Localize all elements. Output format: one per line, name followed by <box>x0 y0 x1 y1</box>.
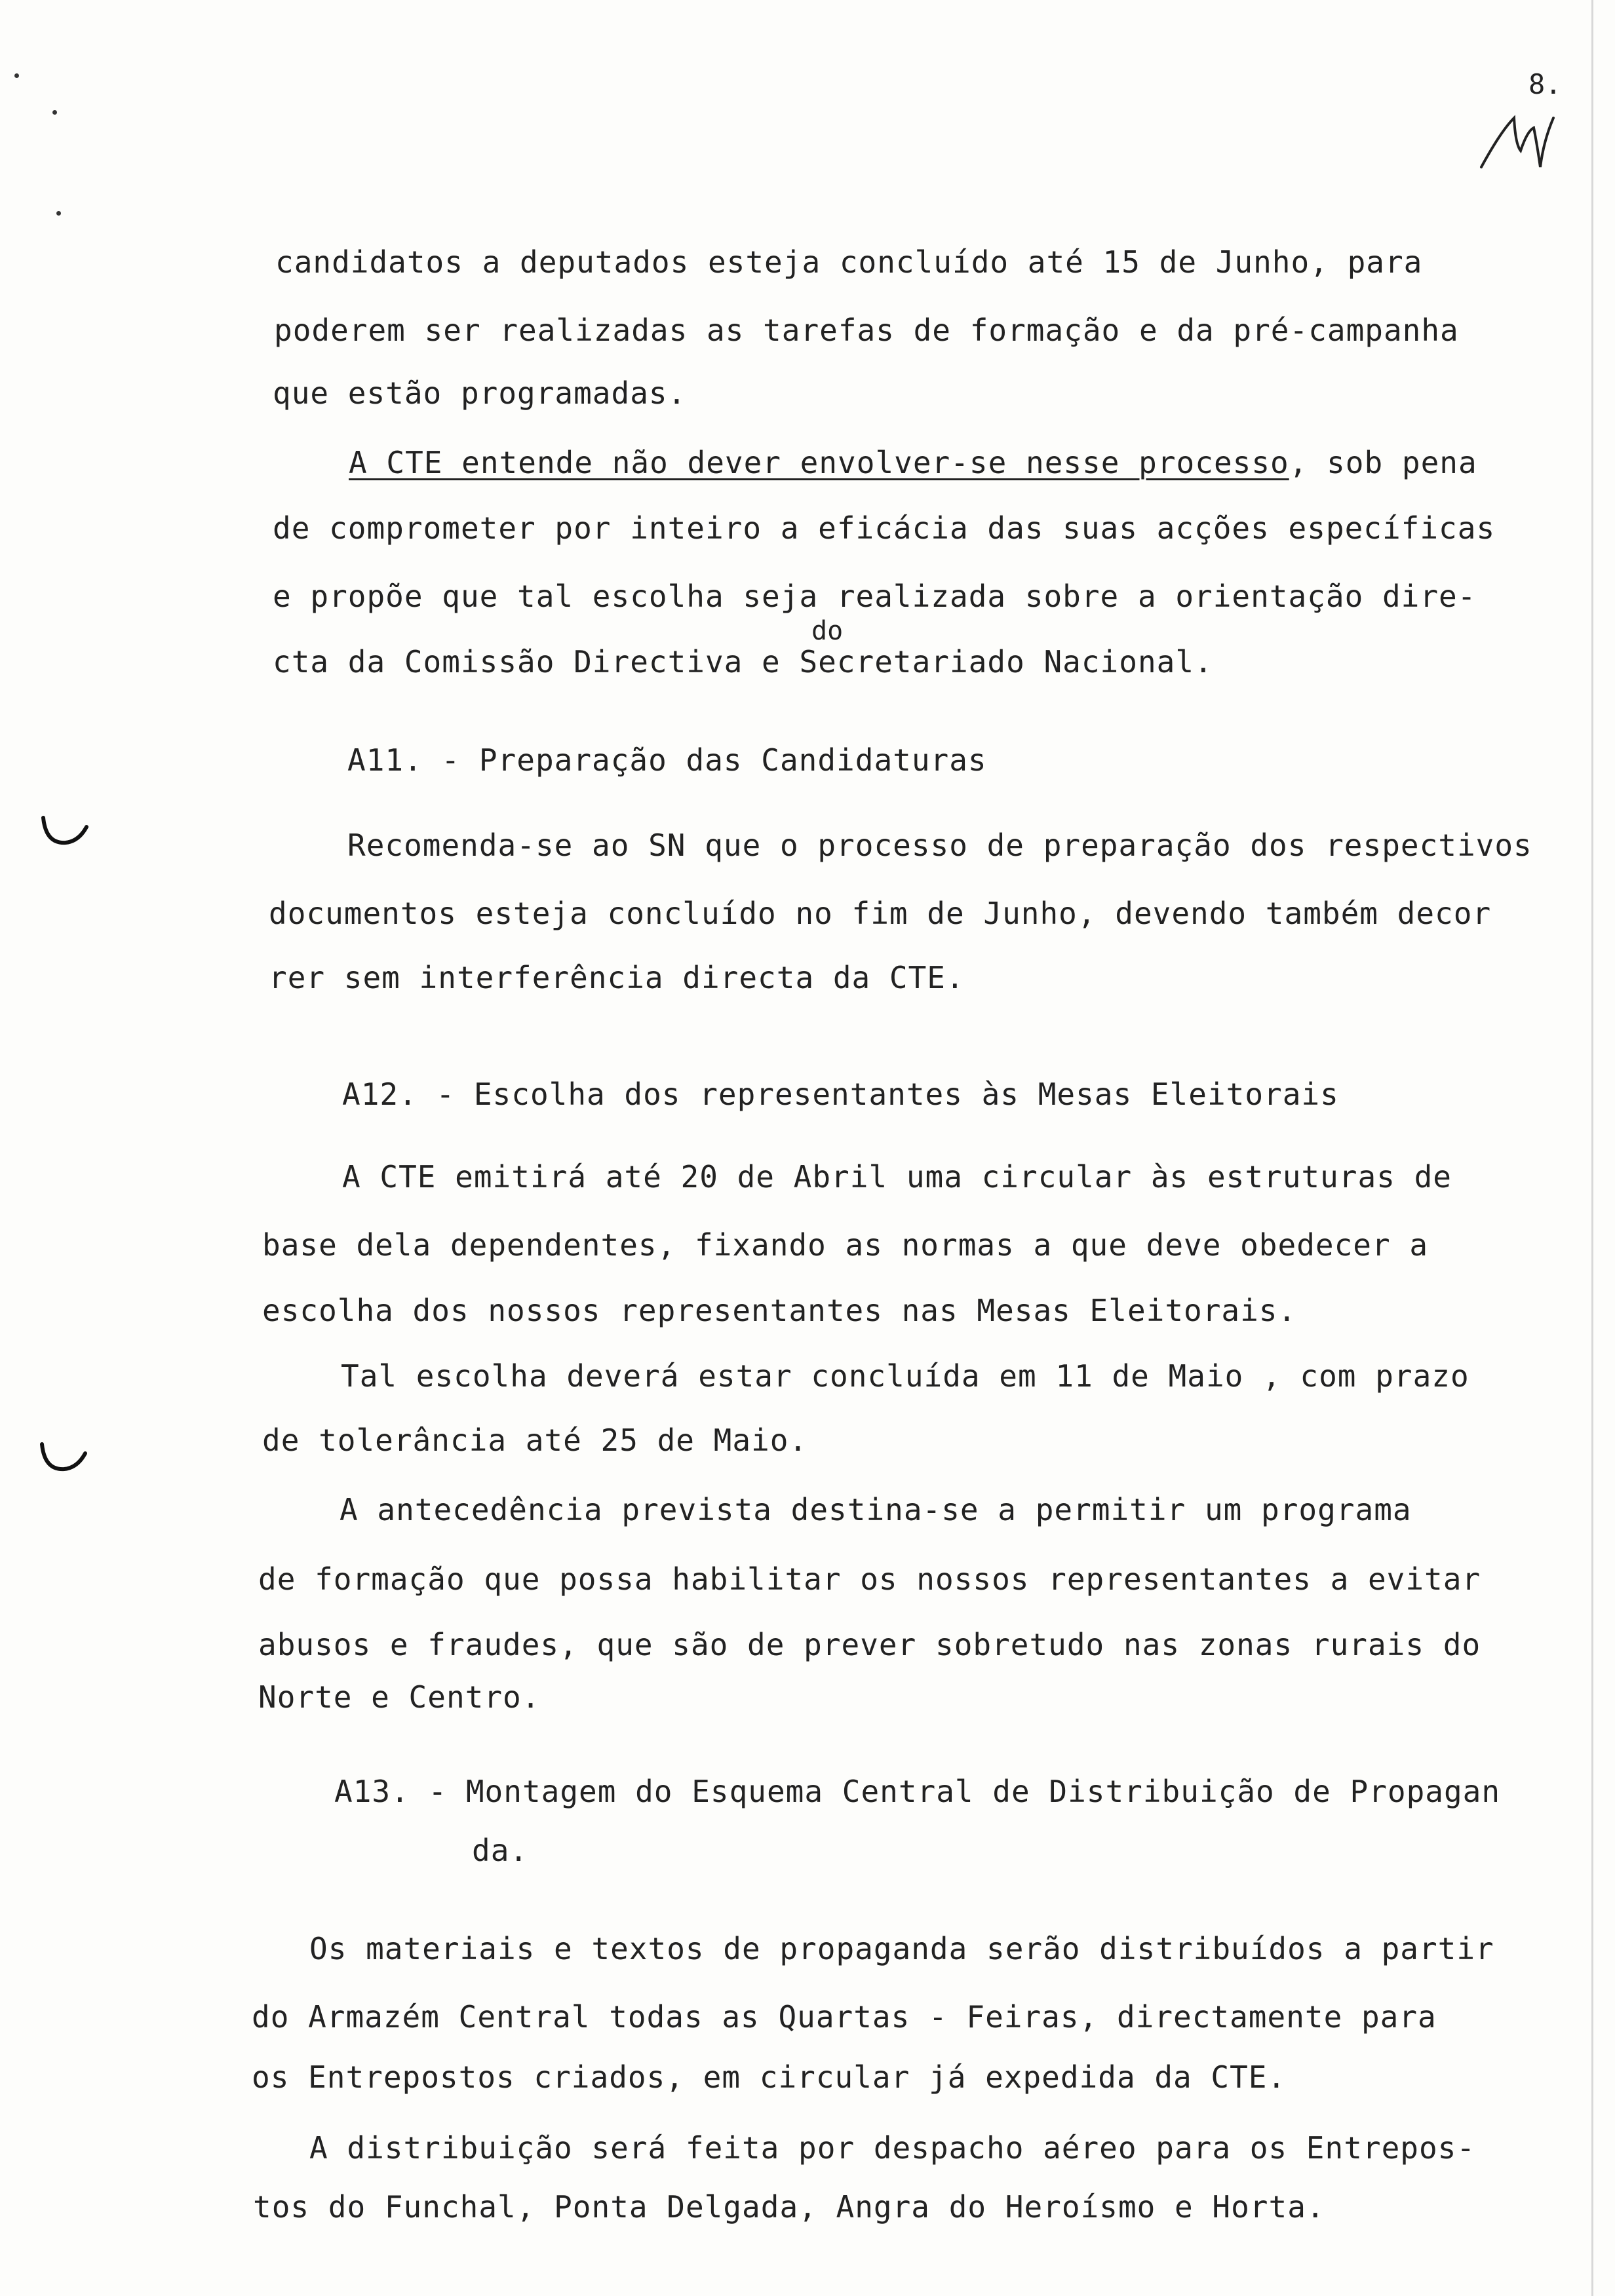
text-line: e propõe que tal escolha seja realizada sobre a orientação dire- <box>273 579 1477 614</box>
text-span: Secretariado Nacional. <box>780 644 1213 679</box>
handwritten-initials <box>1475 105 1560 177</box>
underlined-text: A CTE entende não dever envolver-se nesse processo <box>349 445 1289 480</box>
section-heading: A11. - Preparação das Candidaturas <box>347 742 987 778</box>
text-line: abusos e fraudes, que são de prever sobretudo nas zonas rurais do <box>258 1627 1481 1662</box>
text-line: de formação que possa habilitar os nossos representantes a evitar <box>258 1561 1481 1597</box>
text-line: Recomenda-se ao SN que o processo de preparação dos respectivos <box>347 828 1532 863</box>
text-line: rer sem interferência directa da CTE. <box>269 960 965 995</box>
text-line: base dela dependentes, fixando as normas a que deve obedecer a <box>262 1227 1429 1263</box>
margin-dot <box>14 73 19 78</box>
section-heading-continuation: da. <box>472 1833 529 1868</box>
section-heading: A12. - Escolha dos representantes às Mesas Eleitorais <box>342 1077 1339 1112</box>
text-line: poderem ser realizadas as tarefas de formação e da pré-campanha <box>274 313 1459 348</box>
margin-dot <box>56 211 61 216</box>
margin-check-mark <box>38 1439 90 1478</box>
text-line: que estão programadas. <box>273 375 687 411</box>
margin-dot <box>52 110 57 115</box>
margin-check-mark <box>39 813 92 852</box>
text-line: de comprometer por inteiro a eficácia das suas acções específicas <box>273 510 1496 546</box>
text-line: A distribuição será feita por despacho aéreo para os Entrepos- <box>309 2130 1476 2166</box>
text-line: Os materiais e textos de propaganda serão distribuídos a partir <box>309 1931 1494 1966</box>
text-line: documentos esteja concluído no fim de Junho, devendo também decor <box>269 896 1492 931</box>
text-span: , sob pena <box>1289 445 1477 480</box>
text-line <box>349 444 1477 481</box>
text-line: A antecedência prevista destina-se a permitir um programa <box>340 1492 1412 1527</box>
text-line: Tal escolha deverá estar concluída em 11 de Maio , com prazo <box>341 1358 1469 1394</box>
text-line: candidatos a deputados esteja concluído até 15 de Junho, para <box>275 244 1423 280</box>
text-span: cta da Comissão Directiva e <box>273 644 781 679</box>
text-line <box>273 643 1213 680</box>
handwritten-insertion: do <box>811 616 844 646</box>
text-line: escolha dos nossos representantes nas Mesas Eleitorais. <box>262 1293 1297 1328</box>
page-edge <box>1591 0 1593 2296</box>
text-line: tos do Funchal, Ponta Delgada, Angra do Heroísmo e Horta. <box>253 2189 1325 2225</box>
text-line: A CTE emitirá até 20 de Abril uma circular às estruturas de <box>342 1159 1452 1195</box>
text-line: do Armazém Central todas as Quartas - Feiras, directamente para <box>252 1999 1437 2035</box>
text-line: de tolerância até 25 de Maio. <box>262 1423 808 1458</box>
text-line: Norte e Centro. <box>258 1679 541 1715</box>
page-number: 8. <box>1528 68 1562 100</box>
section-heading: A13. - Montagem do Esquema Central de Distribuição de Propagan <box>334 1774 1501 1809</box>
text-line: os Entrepostos criados, em circular já expedida da CTE. <box>252 2059 1287 2095</box>
